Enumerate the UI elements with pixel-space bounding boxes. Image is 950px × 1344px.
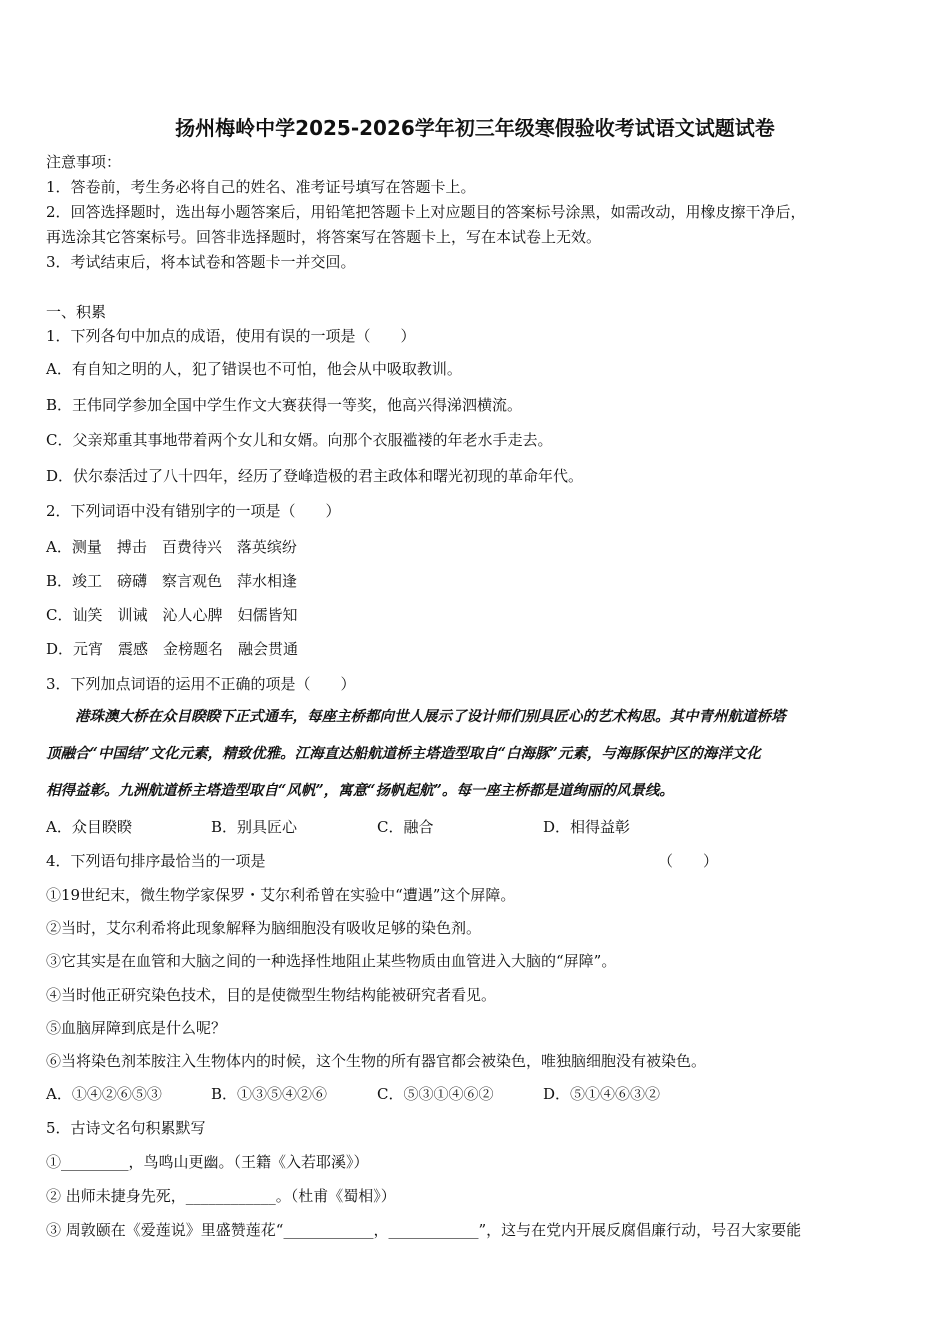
notice-item-2b: 再选涂其它答案标号。回答非选择题时，将答案写在答题卡上，写在本试卷上无效。 [46,228,602,246]
notice-heading: 注意事项： [46,153,122,171]
q4-option-c: C．⑤③①④⑥② [377,1085,494,1103]
q4-option-b: B．①③⑤④②⑥ [211,1085,328,1103]
q1-option-c: C．父亲郑重其事地带着两个女儿和女婿。向那个衣服褴褛的年老水手走去。 [46,431,553,449]
notice-item-1: 1．答卷前，考生务必将自己的姓名、准考证号填写在答题卡上。 [46,178,476,196]
section-heading: 一、积累 [46,303,107,321]
q4-option-d: D．⑤①④⑥③② [543,1085,661,1103]
q5-line-2: ② 出师未捷身先死，____________。（杜甫《蜀相》） [46,1187,396,1205]
q1-stem: 1．下列各句中加点的成语，使用有误的一项是（ ） [46,327,416,345]
q3-option-b: B．别具匠心 [211,818,298,836]
q2-stem: 2．下列词语中没有错别字的一项是（ ） [46,502,341,520]
q3-stem: 3．下列加点词语的运用不正确的项是（ ） [46,675,356,693]
q2-option-d: D．元宵 震感 金榜题名 融会贯通 [46,640,299,658]
exam-title: 扬州梅岭中学2025-2026学年初三年级寒假验收考试语文试题试卷 [175,116,775,140]
q4-stem: 4．下列语句排序最恰当的一项是 [46,852,266,870]
q3-option-a: A．众目睽睽 [46,818,132,836]
q1-option-b: B．王伟同学参加全国中学生作文大赛获得一等奖，他高兴得涕泗横流。 [46,396,523,414]
q3-option-c: C．融合 [377,818,434,836]
q4-sentence-6: ⑥当将染色剂苯胺注入生物体内的时候，这个生物的所有器官都会被染色，唯独脑细胞没有被染色。 [46,1052,707,1070]
q4-answer-paren: （ ） [658,852,719,870]
q4-sentence-2: ②当时，艾尔利希将此现象解释为脑细胞没有吸收足够的染色剂。 [46,919,482,937]
q3-option-d: D．相得益彰 [543,818,631,836]
q4-sentence-3: ③它其实是在血管和大脑之间的一种选择性地阻止某些物质由血管进入大脑的“屏障”。 [46,952,617,970]
q1-option-a: A．有自知之明的人，犯了错误也不可怕，他会从中吸取教训。 [46,360,462,378]
q4-sentence-4: ④当时他正研究染色技术，目的是使微型生物结构能被研究者看见。 [46,986,497,1004]
q2-option-b: B．竣工 磅礴 察言观色 萍水相逢 [46,572,298,590]
q5-stem: 5．古诗文名句积累默写 [46,1119,206,1137]
q4-sentence-5: ⑤血脑屏障到底是什么呢？ [46,1019,227,1037]
q5-line-3: ③ 周敦颐在《爱莲说》里盛赞莲花“____________，____________”，这与在党内开展反腐倡廉行动，号召大家要能 [46,1221,802,1239]
q2-option-c: C．讪笑 训诫 沁人心脾 妇儒皆知 [46,606,298,624]
notice-item-2a: 2．回答选择题时，选出每小题答案后，用铅笔把答题卡上对应题目的答案标号涂黑，如需改动，用橡皮擦干净后， [46,203,806,221]
q5-line-1: ①_________，鸟鸣山更幽。（王籍《入若耶溪》） [46,1153,369,1171]
q3-passage-line-2: 顶融合“中国结”文化元素，精致优雅。江海直达船航道桥主塔造型取自“白海豚”元素，与海豚保护区的海洋文化 [46,745,761,762]
q4-sentence-1: ①19世纪末，微生物学家保罗・艾尔利希曾在实验中“遭遇”这个屏障。 [46,886,516,904]
q3-passage-line-1: 港珠澳大桥在众目睽睽下正式通车，每座主桥都向世人展示了设计师们别具匠心的艺术构思。其中青州航道桥塔 [46,708,786,725]
notice-item-3: 3．考试结束后，将本试卷和答题卡一并交回。 [46,253,356,271]
q3-passage-line-3: 相得益彰。九洲航道桥主塔造型取自“风帆”，寓意“扬帆起航”。每一座主桥都是道绚丽的风景线。 [46,782,674,799]
q2-option-a: A．测量 搏击 百费待兴 落英缤纷 [46,538,297,556]
q4-option-a: A．①④②⑥⑤③ [46,1085,162,1103]
q1-option-d: D．伏尔泰活过了八十四年，经历了登峰造极的君主政体和曙光初现的革命年代。 [46,467,584,485]
